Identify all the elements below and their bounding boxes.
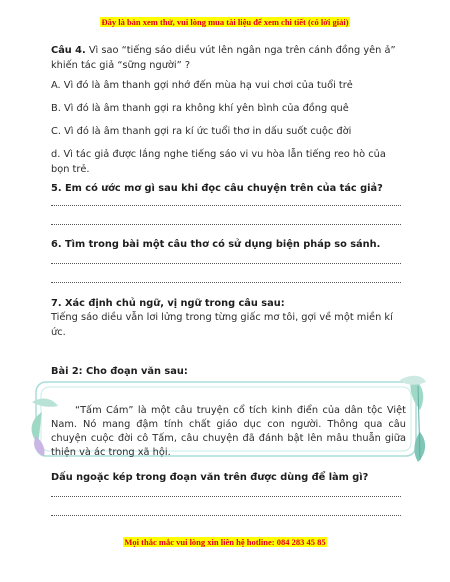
passage: “Tấm Cám” là một câu truyện cổ tích kinh điển của dân tộc Việt Nam. Nó mang đậm tính chất giáo dục con người. Thông qua câu chuyện cuộc đời cô Tấm, câu chuyện đã đánh bật lên mâu thuẫn giữa thiện và ác trong xã hội. xyxy=(51,405,406,458)
question-6: 6. Tìm trong bài một câu thơ có sử dụng biện pháp so sánh. xyxy=(51,239,381,250)
question-4-text: Vì sao “tiếng sáo diều vút lên ngân nga trên cánh đồng yên ả” khiến tác giả “sững người” ? xyxy=(51,45,396,71)
question-7-title: 7. Xác định chủ ngữ, vị ngữ trong câu sau: xyxy=(51,298,285,309)
option-b: B. Vì đó là âm thanh gợi ra không khí yên bình của đồng quê xyxy=(51,103,349,114)
option-a: A. Vì đó là âm thanh gợi nhớ đến mùa hạ vui chơi của tuổi trẻ xyxy=(51,80,353,91)
option-c: C. Vì đó là âm thanh gợi ra kí ức tuổi thơ in dấu suốt cuộc đời xyxy=(51,126,352,137)
answer-line xyxy=(51,197,401,206)
preview-notice-text: Đây là bản xem thử, vui lòng mua tài liệu để xem chi tiết (có lời giải) xyxy=(101,17,349,27)
question-4 xyxy=(51,43,401,73)
question-5: 5. Em có ước mơ gì sau khi đọc câu chuyện trên của tác giả? xyxy=(51,183,383,194)
answer-line xyxy=(51,255,401,264)
answer-line xyxy=(51,216,401,225)
question-7-sentence: Tiếng sáo diều vẫn lơi lửng trong từng giấc mơ tôi, gợi về một miền kí ức. xyxy=(51,312,393,338)
option-d: d. Vì tác giả được lắng nghe tiếng sáo vi vu hòa lẫn tiếng reo hò của bọn trẻ. xyxy=(51,149,386,175)
hotline-notice-text: Mọi thắc mắc vui lòng xin liên hệ hotline: 084 283 45 85 xyxy=(124,537,326,547)
question-4-label: Câu 4. xyxy=(51,45,86,56)
exercise-2-title: Bài 2: Cho đoạn văn sau: xyxy=(51,366,188,377)
answer-line xyxy=(51,488,401,497)
hotline-notice-banner xyxy=(0,537,450,547)
answer-line xyxy=(51,507,401,516)
quote-question: Dấu ngoặc kép trong đoạn văn trên được dùng để làm gì? xyxy=(51,472,369,483)
preview-notice-banner xyxy=(0,17,450,27)
answer-line xyxy=(51,274,401,283)
